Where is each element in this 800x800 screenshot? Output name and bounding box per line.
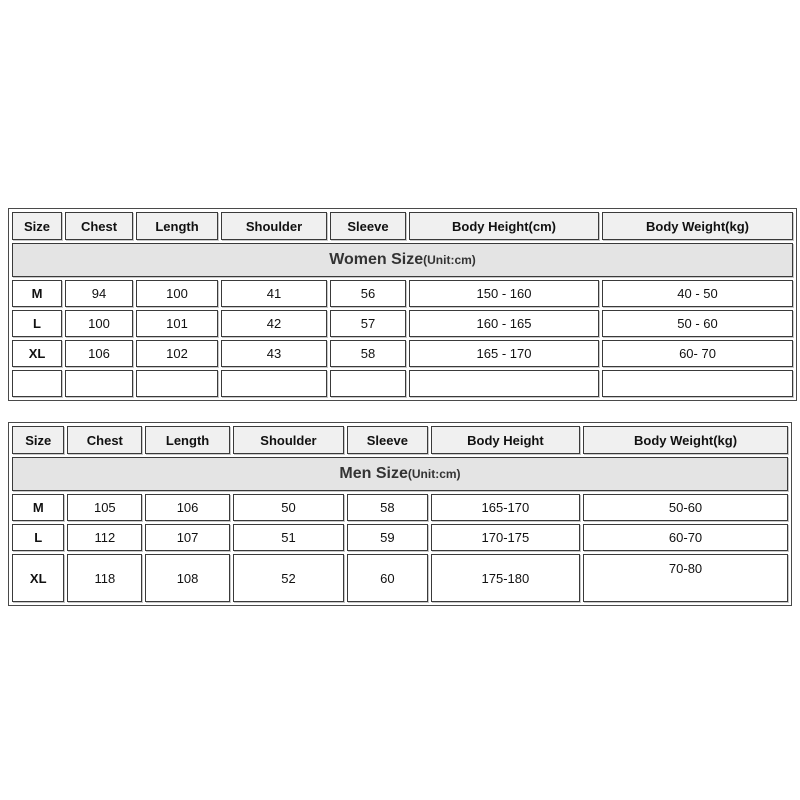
- chest-cell: 106: [65, 340, 133, 367]
- body-height-cell: 150 - 160: [409, 280, 599, 307]
- empty-cell: [330, 370, 406, 397]
- table-row: [12, 554, 788, 602]
- empty-cell: [65, 370, 133, 397]
- body-height-cell: 170-175: [431, 524, 580, 551]
- size-cell: XL: [12, 340, 62, 367]
- size-cell: XL: [12, 554, 64, 602]
- header-shoulder: Shoulder: [221, 212, 327, 240]
- sleeve-cell: 58: [347, 494, 428, 521]
- women-section-title: [12, 243, 793, 277]
- section-title-row: [12, 457, 788, 491]
- header-body-height: Body Height: [431, 426, 580, 454]
- header-shoulder: Shoulder: [233, 426, 344, 454]
- empty-cell: [602, 370, 793, 397]
- women-size-table: [8, 208, 797, 401]
- body-weight-cell: 40 - 50: [602, 280, 793, 307]
- length-cell: 108: [145, 554, 230, 602]
- header-row: [12, 212, 793, 240]
- men-size-table: [8, 422, 792, 606]
- size-cell: M: [12, 494, 64, 521]
- empty-cell: [409, 370, 599, 397]
- length-cell: 107: [145, 524, 230, 551]
- sleeve-cell: 56: [330, 280, 406, 307]
- header-size: Size: [12, 426, 64, 454]
- section-unit: (Unit:cm): [407, 467, 461, 481]
- chest-cell: 100: [65, 310, 133, 337]
- shoulder-cell: 43: [221, 340, 327, 367]
- chest-cell: 112: [67, 524, 142, 551]
- body-weight-cell: 60- 70: [602, 340, 793, 367]
- sleeve-cell: 58: [330, 340, 406, 367]
- header-length: Length: [145, 426, 230, 454]
- header-row: [12, 426, 788, 454]
- size-cell: M: [12, 280, 62, 307]
- chest-cell: 94: [65, 280, 133, 307]
- sleeve-cell: 60: [347, 554, 428, 602]
- sleeve-cell: 57: [330, 310, 406, 337]
- shoulder-cell: 41: [221, 280, 327, 307]
- header-sleeve: Sleeve: [347, 426, 428, 454]
- table-row: [12, 524, 788, 551]
- men-section-title: [12, 457, 788, 491]
- table-row: [12, 280, 793, 307]
- header-chest: Chest: [65, 212, 133, 240]
- section-unit: (Unit:cm): [423, 253, 476, 267]
- length-cell: 102: [136, 340, 218, 367]
- shoulder-cell: 42: [221, 310, 327, 337]
- size-cell: L: [12, 524, 64, 551]
- section-title-row: [12, 243, 793, 277]
- shoulder-cell: 51: [233, 524, 344, 551]
- body-height-cell: 160 - 165: [409, 310, 599, 337]
- chest-cell: 118: [67, 554, 142, 602]
- body-weight-cell: 50 - 60: [602, 310, 793, 337]
- sleeve-cell: 59: [347, 524, 428, 551]
- header-chest: Chest: [67, 426, 142, 454]
- body-weight-cell: 50-60: [583, 494, 788, 521]
- size-cell: L: [12, 310, 62, 337]
- body-height-cell: 165-170: [431, 494, 580, 521]
- body-height-cell: 175-180: [431, 554, 580, 602]
- header-sleeve: Sleeve: [330, 212, 406, 240]
- empty-cell: [12, 370, 62, 397]
- shoulder-cell: 52: [233, 554, 344, 602]
- table-row: [12, 494, 788, 521]
- section-title-text: Men Size: [339, 465, 408, 482]
- header-length: Length: [136, 212, 218, 240]
- table-row-empty: [12, 370, 793, 397]
- body-weight-cell: 70-80: [583, 554, 788, 602]
- header-body-height: Body Height(cm): [409, 212, 599, 240]
- table-row: [12, 310, 793, 337]
- header-body-weight: Body Weight(kg): [583, 426, 788, 454]
- length-cell: 106: [145, 494, 230, 521]
- length-cell: 100: [136, 280, 218, 307]
- body-weight-cell: 60-70: [583, 524, 788, 551]
- empty-cell: [136, 370, 218, 397]
- header-body-weight: Body Weight(kg): [602, 212, 793, 240]
- header-size: Size: [12, 212, 62, 240]
- table-row: [12, 340, 793, 367]
- chest-cell: 105: [67, 494, 142, 521]
- shoulder-cell: 50: [233, 494, 344, 521]
- section-title-text: Women Size: [329, 251, 424, 268]
- empty-cell: [221, 370, 327, 397]
- body-height-cell: 165 - 170: [409, 340, 599, 367]
- length-cell: 101: [136, 310, 218, 337]
